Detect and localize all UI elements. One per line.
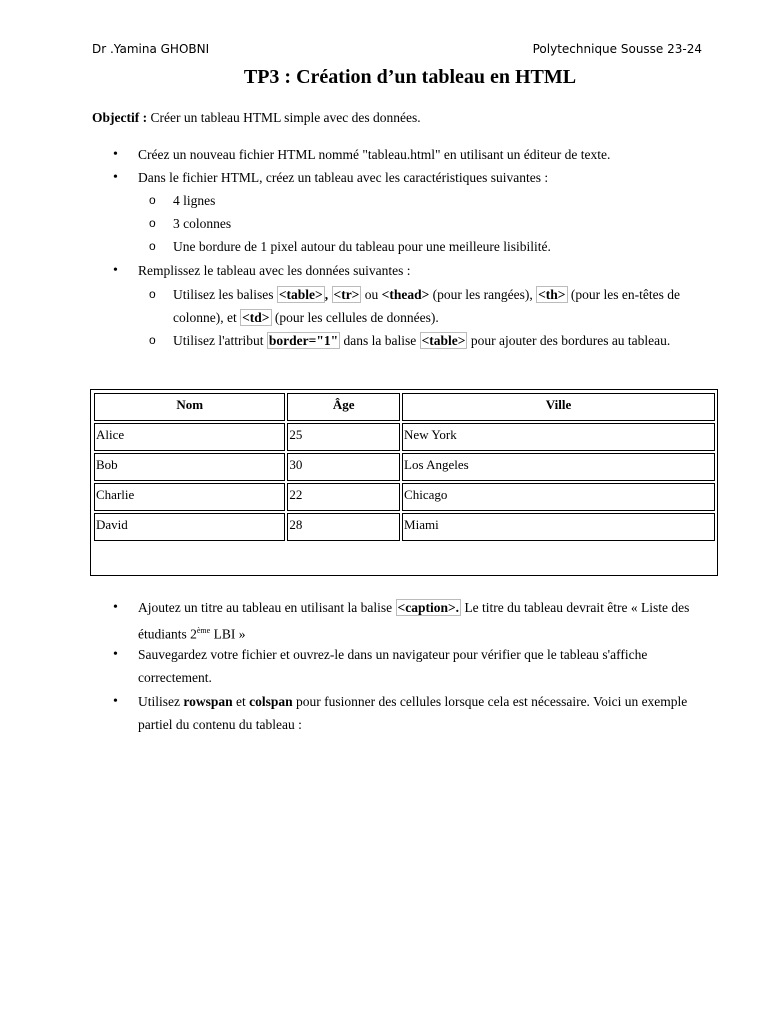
cell-nom: Bob	[94, 453, 285, 481]
code-thead-tag: <thead>	[381, 287, 430, 302]
cell-nom: Charlie	[94, 483, 285, 511]
superscript: ème	[196, 626, 211, 635]
text: pour fusionner des cellules lorsque cela est nécessaire. Voici un exemple	[292, 694, 688, 709]
code-tr-tag: <tr>	[333, 287, 360, 302]
sub-marker: o	[149, 216, 156, 230]
header-school: Polytechnique Sousse 23-24	[532, 42, 702, 56]
page-title: TP3 : Création d’un tableau en HTML	[243, 66, 577, 88]
objective-label: Objectif :	[92, 110, 148, 125]
bullet-save-file	[138, 643, 728, 689]
header-author: Dr .Yamina GHOBNI	[92, 42, 210, 56]
text: Utilisez les balises	[173, 287, 277, 302]
cell-age: 30	[287, 453, 400, 481]
data-table	[92, 391, 717, 543]
cell-age: 22	[287, 483, 400, 511]
text: Sauvegardez votre fichier et ouvrez-le dans un navigateur pour vérifier que le tableau s'affiche	[138, 647, 648, 662]
sub-item-text: Une bordure de 1 pixel autour du tableau pour une meilleure lisibilité.	[173, 239, 551, 254]
cell-nom: David	[94, 513, 285, 541]
sub-item-tags	[149, 283, 713, 329]
sub-item-border	[149, 235, 713, 258]
text: partiel du contenu du tableau :	[138, 717, 302, 732]
sub-item-text: 4 lignes	[173, 193, 216, 208]
sub-item-text: 3 colonnes	[173, 216, 232, 231]
table-header-row	[94, 393, 715, 421]
table-row	[94, 513, 715, 541]
cell-ville: Los Angeles	[402, 453, 715, 481]
cell-ville: Miami	[402, 513, 715, 541]
sub-item-cols	[149, 212, 713, 235]
punct: ,	[324, 287, 329, 302]
cell-age: 28	[287, 513, 400, 541]
code-td-tag: <td>	[242, 310, 270, 325]
text: Le titre du tableau devrait être « Liste des	[461, 600, 690, 615]
sub-marker: o	[149, 333, 156, 347]
sub-marker: o	[149, 239, 156, 253]
sub-item-border-attr	[149, 329, 713, 352]
text: Utilisez l'attribut	[173, 333, 267, 348]
text: colonne), et	[173, 310, 241, 325]
text: (pour les cellules de données).	[271, 310, 439, 325]
text: dans la balise	[340, 333, 420, 348]
example-table	[90, 389, 718, 576]
table-row	[94, 453, 715, 481]
keyword-rowspan: rowspan	[183, 694, 233, 709]
code-table-tag: <table>	[421, 333, 466, 348]
text: LBI »	[210, 626, 246, 642]
text: Ajoutez un titre au tableau en utilisant la balise	[138, 600, 396, 615]
table-row	[94, 423, 715, 451]
text: ou	[361, 287, 382, 302]
code-caption-tag: <caption>.	[397, 600, 460, 615]
cell-nom: Alice	[94, 423, 285, 451]
table-row	[94, 483, 715, 511]
sub-marker: o	[149, 287, 156, 301]
text: (pour les rangées),	[429, 287, 537, 302]
text: (pour les en-têtes de	[567, 287, 680, 302]
code-border-attr: border="1"	[268, 333, 339, 348]
text: pour ajouter des bordures au tableau.	[467, 333, 671, 348]
text: correctement.	[138, 670, 212, 685]
sub-item-rows	[149, 189, 713, 212]
text: étudiants 2	[138, 626, 197, 642]
text: Utilisez	[138, 694, 184, 709]
bullet-create-table: • Dans le fichier HTML, créez un tableau avec les caractéristiques suivantes :	[138, 166, 728, 189]
text: et	[232, 694, 250, 709]
header-age: Âge	[287, 393, 400, 421]
bullet-create-file: • Créez un nouveau fichier HTML nommé "tableau.html" en utilisant un éditeur de texte.	[138, 143, 728, 166]
code-table-tag: <table>	[278, 287, 323, 302]
sub-marker: o	[149, 193, 156, 207]
bullet-caption	[138, 596, 728, 646]
cell-ville: New York	[402, 423, 715, 451]
code-th-tag: <th>	[538, 287, 566, 302]
objective-text: Créer un tableau HTML simple avec des données.	[147, 110, 421, 125]
keyword-colspan: colspan	[249, 694, 293, 709]
header-nom: Nom	[94, 393, 285, 421]
bullet-fill-table: • Remplissez le tableau avec les données suivantes :	[138, 259, 728, 282]
cell-ville: Chicago	[402, 483, 715, 511]
bullet-rowspan-colspan	[138, 690, 728, 736]
header-ville: Ville	[402, 393, 715, 421]
cell-age: 25	[287, 423, 400, 451]
objective	[92, 110, 421, 126]
